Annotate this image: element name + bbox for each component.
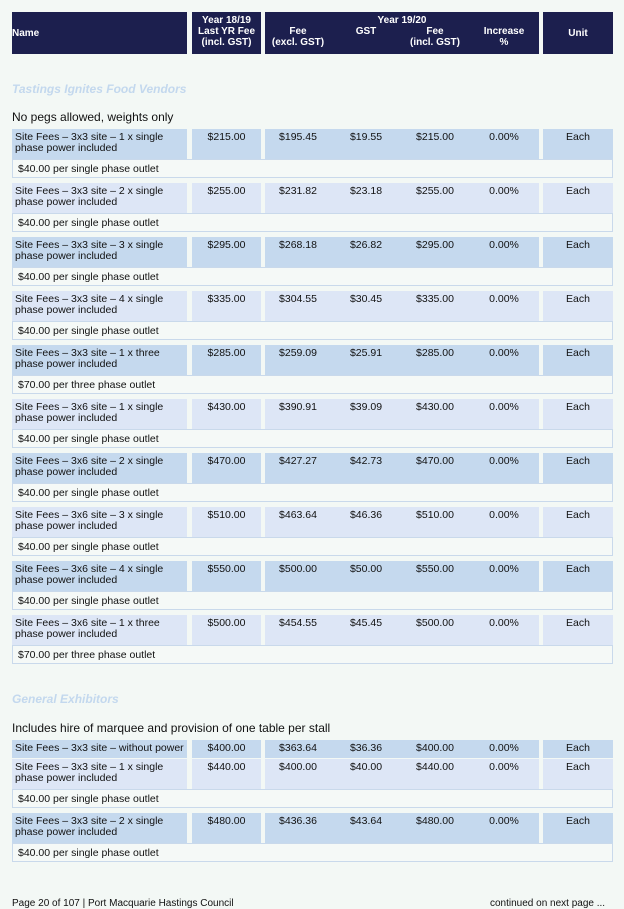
fee-name-line2: phase power included <box>15 628 118 640</box>
header-unit-label: Unit <box>568 28 588 39</box>
fee-note: $40.00 per single phase outlet <box>12 789 613 808</box>
fee-excl-gst-cell: $463.64 <box>265 507 331 537</box>
fee-name-cell <box>12 453 187 483</box>
unit-cell: Each <box>543 759 613 789</box>
fee-name-line1: Site Fees – 3x3 site – 1 x single <box>15 131 164 143</box>
increase-cell: 0.00% <box>469 183 539 213</box>
fee-excl-gst-cell: $231.82 <box>265 183 331 213</box>
fee-name-line1: Site Fees – 3x6 site – 3 x single <box>15 509 164 521</box>
header-fee-incl: Fee <box>426 26 444 37</box>
section-title: General Exhibitors <box>12 692 119 706</box>
fee-incl-gst-cell: $510.00 <box>401 507 469 537</box>
unit-cell: Each <box>543 129 613 159</box>
increase-cell: 0.00% <box>469 345 539 375</box>
fee-name-line2: phase power included <box>15 826 118 838</box>
gst-cell: $26.82 <box>331 237 401 267</box>
fee-note: $70.00 per three phase outlet <box>12 375 613 394</box>
fee-incl-gst-cell: $480.00 <box>401 813 469 843</box>
fee-excl-gst-cell: $454.55 <box>265 615 331 645</box>
fee-excl-gst-cell: $390.91 <box>265 399 331 429</box>
increase-cell: 0.00% <box>469 291 539 321</box>
gst-cell: $45.45 <box>331 615 401 645</box>
last-year-fee-cell: $215.00 <box>192 129 261 159</box>
gst-cell: $46.36 <box>331 507 401 537</box>
fee-note: $70.00 per three phase outlet <box>12 645 613 664</box>
fee-name-line1: Site Fees – 3x3 site – 1 x three <box>15 347 160 359</box>
gst-cell: $36.36 <box>331 740 401 758</box>
last-year-fee-cell: $255.00 <box>192 183 261 213</box>
fee-note: $40.00 per single phase outlet <box>12 591 613 610</box>
header-increase: Increase <box>483 26 525 37</box>
fee-excl-gst-cell: $304.55 <box>265 291 331 321</box>
unit-cell: Each <box>543 237 613 267</box>
last-year-fee-cell: $440.00 <box>192 759 261 789</box>
fee-name-cell <box>12 399 187 429</box>
increase-cell: 0.00% <box>469 399 539 429</box>
unit-cell: Each <box>543 740 613 758</box>
fee-name-line1: Site Fees – 3x3 site – 3 x single <box>15 239 164 251</box>
fee-note: $40.00 per single phase outlet <box>12 321 613 340</box>
fee-excl-gst-cell: $400.00 <box>265 759 331 789</box>
increase-cell: 0.00% <box>469 813 539 843</box>
gst-cell: $25.91 <box>331 345 401 375</box>
fee-name-line2: phase power included <box>15 196 118 208</box>
header-name-label: Name <box>12 28 40 39</box>
gst-cell: $19.55 <box>331 129 401 159</box>
fee-name-line1: Site Fees – 3x3 site – 1 x single <box>15 761 164 773</box>
last-year-fee-cell: $470.00 <box>192 453 261 483</box>
fee-name-line2: phase power included <box>15 304 118 316</box>
section-intro: No pegs allowed, weights only <box>12 110 174 124</box>
fee-name-line2: phase power included <box>15 772 118 784</box>
gst-cell: $23.18 <box>331 183 401 213</box>
fee-excl-gst-cell: $195.45 <box>265 129 331 159</box>
header-fee-excl-sub: (excl. GST) <box>271 37 325 48</box>
last-year-fee-cell: $550.00 <box>192 561 261 591</box>
gst-cell: $39.09 <box>331 399 401 429</box>
fee-name-line2: phase power included <box>15 412 118 424</box>
fee-name-cell <box>12 561 187 591</box>
fee-name-cell <box>12 345 187 375</box>
fee-note: $40.00 per single phase outlet <box>12 213 613 232</box>
page-footer-right: continued on next page ... <box>490 898 606 909</box>
fee-name-cell <box>12 740 187 758</box>
last-year-fee-cell: $400.00 <box>192 740 261 758</box>
fee-name-cell <box>12 813 187 843</box>
increase-cell: 0.00% <box>469 237 539 267</box>
fee-name-cell <box>12 759 187 789</box>
fee-name-cell <box>12 183 187 213</box>
fee-excl-gst-cell: $268.18 <box>265 237 331 267</box>
increase-cell: 0.00% <box>469 507 539 537</box>
header-fee-incl-sub: (incl. GST) <box>410 37 460 48</box>
column-header-name <box>12 12 187 54</box>
fee-name-line1: Site Fees – 3x6 site – 4 x single <box>15 563 164 575</box>
header-cur-year: Year 19/20 <box>377 15 427 26</box>
fee-excl-gst-cell: $363.64 <box>265 740 331 758</box>
fee-note: $40.00 per single phase outlet <box>12 267 613 286</box>
fee-incl-gst-cell: $255.00 <box>401 183 469 213</box>
section-title: Tastings Ignites Food Vendors <box>12 82 187 96</box>
header-fee-excl: Fee <box>289 26 307 37</box>
fee-name-line1: Site Fees – 3x3 site – 4 x single <box>15 293 164 305</box>
unit-cell: Each <box>543 813 613 843</box>
section-intro: Includes hire of marquee and provision of one table per stall <box>12 721 331 735</box>
unit-cell: Each <box>543 291 613 321</box>
fee-note: $40.00 per single phase outlet <box>12 537 613 556</box>
increase-cell: 0.00% <box>469 129 539 159</box>
fee-note: $40.00 per single phase outlet <box>12 159 613 178</box>
fee-incl-gst-cell: $470.00 <box>401 453 469 483</box>
column-header-current-year <box>265 12 539 54</box>
fee-note: $40.00 per single phase outlet <box>12 429 613 448</box>
unit-cell: Each <box>543 561 613 591</box>
fee-name-line2: phase power included <box>15 250 118 262</box>
fee-name-cell <box>12 129 187 159</box>
fee-name-line2: phase power included <box>15 142 118 154</box>
increase-cell: 0.00% <box>469 740 539 758</box>
unit-cell: Each <box>543 507 613 537</box>
last-year-fee-cell: $510.00 <box>192 507 261 537</box>
last-year-fee-cell: $285.00 <box>192 345 261 375</box>
column-header-last-year <box>192 12 261 54</box>
increase-cell: 0.00% <box>469 453 539 483</box>
fee-note: $40.00 per single phase outlet <box>12 483 613 502</box>
fee-excl-gst-cell: $427.27 <box>265 453 331 483</box>
increase-cell: 0.00% <box>469 561 539 591</box>
fee-name-cell <box>12 291 187 321</box>
fee-name-line2: phase power included <box>15 466 118 478</box>
header-prev-year: Year 18/19 <box>202 15 251 26</box>
unit-cell: Each <box>543 453 613 483</box>
last-year-fee-cell: $480.00 <box>192 813 261 843</box>
fee-name-line1: Site Fees – 3x6 site – 1 x single <box>15 401 164 413</box>
fee-note: $40.00 per single phase outlet <box>12 843 613 862</box>
gst-cell: $43.64 <box>331 813 401 843</box>
fee-incl-gst-cell: $550.00 <box>401 561 469 591</box>
fee-incl-gst-cell: $500.00 <box>401 615 469 645</box>
header-prev-label: Last YR Fee <box>197 26 256 37</box>
fee-name-cell <box>12 507 187 537</box>
increase-cell: 0.00% <box>469 615 539 645</box>
unit-cell: Each <box>543 345 613 375</box>
header-increase-sub: % <box>499 37 509 48</box>
fee-excl-gst-cell: $500.00 <box>265 561 331 591</box>
header-gst: GST <box>355 26 377 37</box>
fee-name-cell <box>12 615 187 645</box>
fee-incl-gst-cell: $430.00 <box>401 399 469 429</box>
fee-name-line2: phase power included <box>15 574 118 586</box>
gst-cell: $42.73 <box>331 453 401 483</box>
fee-incl-gst-cell: $440.00 <box>401 759 469 789</box>
unit-cell: Each <box>543 615 613 645</box>
fee-name-line1: Site Fees – 3x3 site – 2 x single <box>15 815 164 827</box>
fee-incl-gst-cell: $285.00 <box>401 345 469 375</box>
fee-excl-gst-cell: $436.36 <box>265 813 331 843</box>
increase-cell: 0.00% <box>469 759 539 789</box>
fee-incl-gst-cell: $295.00 <box>401 237 469 267</box>
page-footer-left: Page 20 of 107 | Port Macquarie Hastings Council <box>12 898 234 909</box>
fee-name-line1: Site Fees – 3x3 site – 2 x single <box>15 185 164 197</box>
fee-incl-gst-cell: $400.00 <box>401 740 469 758</box>
unit-cell: Each <box>543 399 613 429</box>
unit-cell: Each <box>543 183 613 213</box>
fee-name-line1: Site Fees – 3x3 site – without power <box>15 742 184 754</box>
last-year-fee-cell: $295.00 <box>192 237 261 267</box>
last-year-fee-cell: $500.00 <box>192 615 261 645</box>
fee-name-line1: Site Fees – 3x6 site – 1 x three <box>15 617 160 629</box>
gst-cell: $50.00 <box>331 561 401 591</box>
gst-cell: $30.45 <box>331 291 401 321</box>
last-year-fee-cell: $430.00 <box>192 399 261 429</box>
last-year-fee-cell: $335.00 <box>192 291 261 321</box>
gst-cell: $40.00 <box>331 759 401 789</box>
fee-name-line1: Site Fees – 3x6 site – 2 x single <box>15 455 164 467</box>
fee-incl-gst-cell: $335.00 <box>401 291 469 321</box>
fee-name-cell <box>12 237 187 267</box>
header-prev-sub: (incl. GST) <box>201 37 252 48</box>
fee-excl-gst-cell: $259.09 <box>265 345 331 375</box>
fee-name-line2: phase power included <box>15 358 118 370</box>
fee-incl-gst-cell: $215.00 <box>401 129 469 159</box>
fee-name-line2: phase power included <box>15 520 118 532</box>
column-header-unit <box>543 12 613 54</box>
